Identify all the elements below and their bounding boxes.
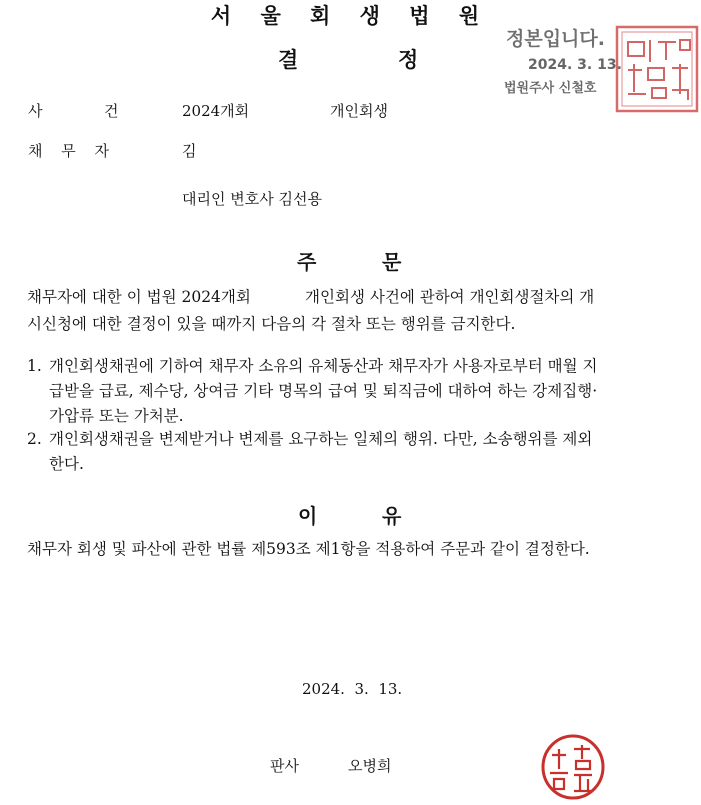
judge-name: 오병희 (348, 757, 392, 775)
debtor-name: 김 (182, 142, 197, 160)
decision-date: 2024. 3. 13. (302, 680, 403, 698)
certification-label: 정본입니다. (506, 28, 605, 50)
certification-block (500, 24, 700, 124)
reason-heading-char-1: 이 (298, 504, 318, 528)
clerk-seal-icon (614, 24, 700, 114)
doc-type-char-1: 결 (278, 47, 299, 72)
order-heading-char-1: 주 (297, 250, 317, 274)
order-item-1 (27, 354, 687, 429)
certification-clerk: 법원주사 신철호 (504, 81, 597, 96)
case-number: 2024개회 (182, 102, 250, 120)
order-item-line: 개인회생채권을 변제받거나 변제를 요구하는 일체의 행위. 다만, 소송행위를 제외 (49, 430, 593, 448)
order-item-number: 1. (27, 357, 42, 375)
certification-date: 2024. 3. 13. (528, 57, 622, 73)
order-item-line: 급받을 급료, 제수당, 상여금 기타 명목의 급여 및 퇴직금에 대하여 하는 강제집행· (49, 382, 598, 400)
doc-type-char-2: 정 (398, 47, 419, 72)
case-label-2: 건 (104, 102, 119, 120)
reason-text: 채무자 회생 및 파산에 관한 법률 제593조 제1항을 적용하여 주문과 같이 결정한다. (27, 540, 590, 558)
debtor-label: 채 무 자 (28, 142, 110, 160)
order-heading-char-2: 문 (382, 250, 402, 274)
judge-title: 판사 (270, 757, 299, 775)
court-title: 서 울 회 생 법 원 (210, 3, 491, 28)
order-line-1: 채무자에 대한 이 법원 2024개회 개인회생 사건에 관하여 개인회생절차의 개 (27, 288, 595, 306)
judge-seal-icon (540, 733, 606, 801)
order-item-number: 2. (27, 430, 42, 448)
order-line-2: 시신청에 대한 결정이 있을 때까지 다음의 각 절차 또는 행위를 금지한다. (27, 315, 516, 333)
order-item-line: 가압류 또는 가처분. (49, 407, 184, 425)
case-label: 사 (28, 102, 43, 120)
order-item-2 (27, 427, 687, 477)
reason-heading-char-2: 유 (382, 504, 402, 528)
case-name: 개인회생 (330, 102, 388, 120)
order-item-line: 개인회생채권에 기하여 채무자 소유의 유체동산과 채무자가 사용자로부터 매월 지 (49, 357, 598, 375)
agent-name: 대리인 변호사 김선용 (182, 190, 322, 208)
order-item-line: 한다. (49, 455, 84, 473)
order-paragraph (27, 284, 677, 338)
